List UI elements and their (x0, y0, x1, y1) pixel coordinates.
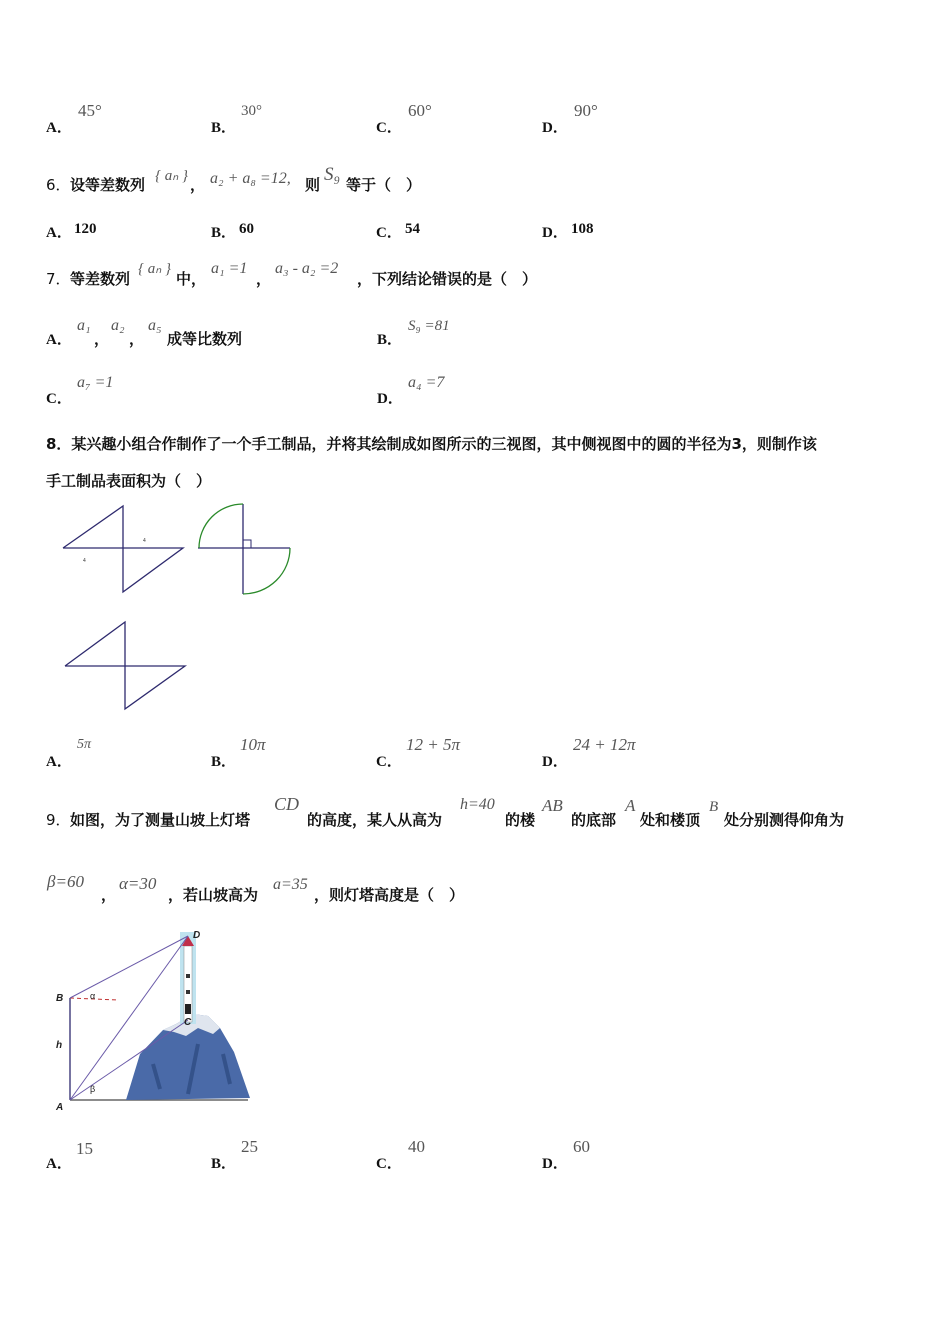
q6-text-3: 等于（ ） (346, 176, 422, 194)
q8-option-b-value: 10π (240, 735, 266, 754)
q6-option-b-label: B． (211, 225, 237, 241)
side-view (198, 504, 290, 594)
q9-text-3: 的楼 (505, 811, 536, 829)
q6-option-c-value: 54 (405, 221, 420, 237)
q5-option-b-label: B． (211, 120, 237, 136)
q6-option-a-label: A． (46, 225, 72, 241)
q9-text-4: 的底部 (571, 811, 617, 829)
front-view-label-2: 4 (83, 558, 86, 564)
lighthouse (180, 932, 196, 1024)
q6-option-a-value: 120 (74, 221, 97, 237)
q7-sequence: { aₙ } (138, 261, 171, 277)
q7-option-b-math: S₉ =81 (408, 318, 450, 334)
label-a: A (56, 1102, 64, 1113)
q9-math-alpha: α=30 (119, 874, 157, 893)
q7-option-b-label: B． (377, 332, 403, 348)
label-b: B (56, 993, 64, 1004)
q6-text-1: 设等差数列 (70, 176, 146, 194)
q8-option-a-label: A． (46, 754, 72, 770)
q7-option-c-label: C． (46, 391, 72, 407)
q9-comma: ， (101, 886, 117, 904)
label-alpha: α (90, 991, 96, 1001)
q6-option-d-label: D． (542, 225, 568, 241)
q9-text-8: ，则灯塔高度是（ ） (314, 886, 465, 904)
q6-option-d-value: 108 (571, 221, 594, 237)
q7-text-1: 等差数列 (70, 270, 131, 288)
q7-text-2: 中， (176, 270, 207, 288)
q7-option-a-m1: a₁ (77, 317, 91, 334)
label-h: h (56, 1040, 63, 1051)
q9-text-6: 处分别测得仰角为 (724, 811, 845, 829)
label-d: D (193, 930, 201, 941)
q5-option-d-label: D． (542, 120, 568, 136)
q7-option-a-sep1: ， (94, 330, 110, 348)
q9-math-b: B (709, 799, 719, 815)
q7-option-a-sep2: ， (129, 330, 145, 348)
q9-text-7: ，若山坡高为 (168, 886, 259, 904)
q7-cond-2: a₃ - a₂ =2 (275, 260, 339, 277)
sight-line-b (70, 936, 188, 998)
q8-option-c-label: C． (376, 754, 402, 770)
q7-text-3: ，下列结论错误的是（ ） (357, 270, 538, 288)
q8-option-b-label: B． (211, 754, 237, 770)
q9-option-b-value: 25 (241, 1137, 258, 1156)
q7-option-c-math: a₇ =1 (77, 374, 114, 391)
q8-line-1: 8．某兴趣小组合作制作了一个手工制品，并将其绘制成如图所示的三视图，其中侧视图中的圆的半径为3，则制作该 (46, 435, 817, 453)
q5-option-a-label: A． (46, 120, 72, 136)
q9-math-ab: AB (542, 796, 563, 815)
q9-text-1: 如图，为了测量山坡上灯塔 (70, 811, 251, 829)
lighthouse-figure (48, 924, 258, 1116)
q6-sum: S₉ (324, 164, 341, 185)
q7-option-d-label: D． (377, 391, 403, 407)
q7-option-a-m3: a₅ (148, 317, 162, 334)
q7-option-a-text: 成等比数列 (167, 330, 243, 348)
label-c: C (184, 1017, 192, 1028)
q9-math-cd: CD (274, 794, 300, 814)
q9-option-b-label: B． (211, 1156, 237, 1172)
q9-option-d-label: D． (542, 1156, 568, 1172)
q8-option-a-value: 5π (77, 737, 92, 752)
q9-text-2: 的高度，某人从高为 (307, 811, 443, 829)
q8-option-c-value: 12 + 5π (406, 735, 460, 754)
q6-option-b-value: 60 (239, 221, 254, 237)
q7-cond-1: a₁ =1 (211, 260, 248, 277)
q6-text-2: 则 (305, 176, 321, 194)
q9-math-a: A (625, 796, 636, 815)
q8-option-d-value: 24 + 12π (573, 735, 636, 754)
q5-option-c-label: C． (376, 120, 402, 136)
q9-text-5: 处和楼顶 (640, 811, 701, 829)
q8-option-d-label: D． (542, 754, 568, 770)
q5-option-a-value: 45° (78, 101, 102, 120)
q5-option-b-value: 30° (241, 103, 262, 119)
q6-condition: a₂ + a₈ =12, (210, 170, 291, 187)
q7-option-d-math: a₄ =7 (408, 374, 445, 391)
q9-math-slope: a=35 (273, 876, 308, 893)
front-view-label-1: 4 (143, 538, 146, 544)
q5-option-c-value: 60° (408, 101, 432, 120)
q9-number: 9． (46, 811, 71, 829)
q6-option-c-label: C． (376, 225, 402, 241)
q9-math-beta: β=60 (47, 872, 84, 891)
q7-number: 7． (46, 270, 71, 288)
q6-number: 6． (46, 176, 71, 194)
q9-option-a-label: A． (46, 1156, 72, 1172)
q5-option-d-value: 90° (574, 101, 598, 120)
q9-option-c-value: 40 (408, 1137, 425, 1156)
q7-option-a-label: A． (46, 332, 72, 348)
q9-math-h: h=40 (460, 796, 495, 813)
q6-comma: ， (190, 176, 206, 194)
q7-comma: ， (256, 270, 272, 288)
top-view (65, 622, 185, 709)
q9-option-a-value: 15 (76, 1139, 93, 1158)
label-beta: β (90, 1084, 96, 1094)
three-view-figure (55, 498, 305, 718)
q6-sequence: { aₙ } (155, 168, 188, 184)
front-view (63, 506, 183, 592)
q9-option-c-label: C． (376, 1156, 402, 1172)
q8-line-2: 手工制品表面积为（ ） (46, 472, 212, 490)
q9-option-d-value: 60 (573, 1137, 590, 1156)
q7-option-a-m2: a₂ (111, 317, 125, 334)
